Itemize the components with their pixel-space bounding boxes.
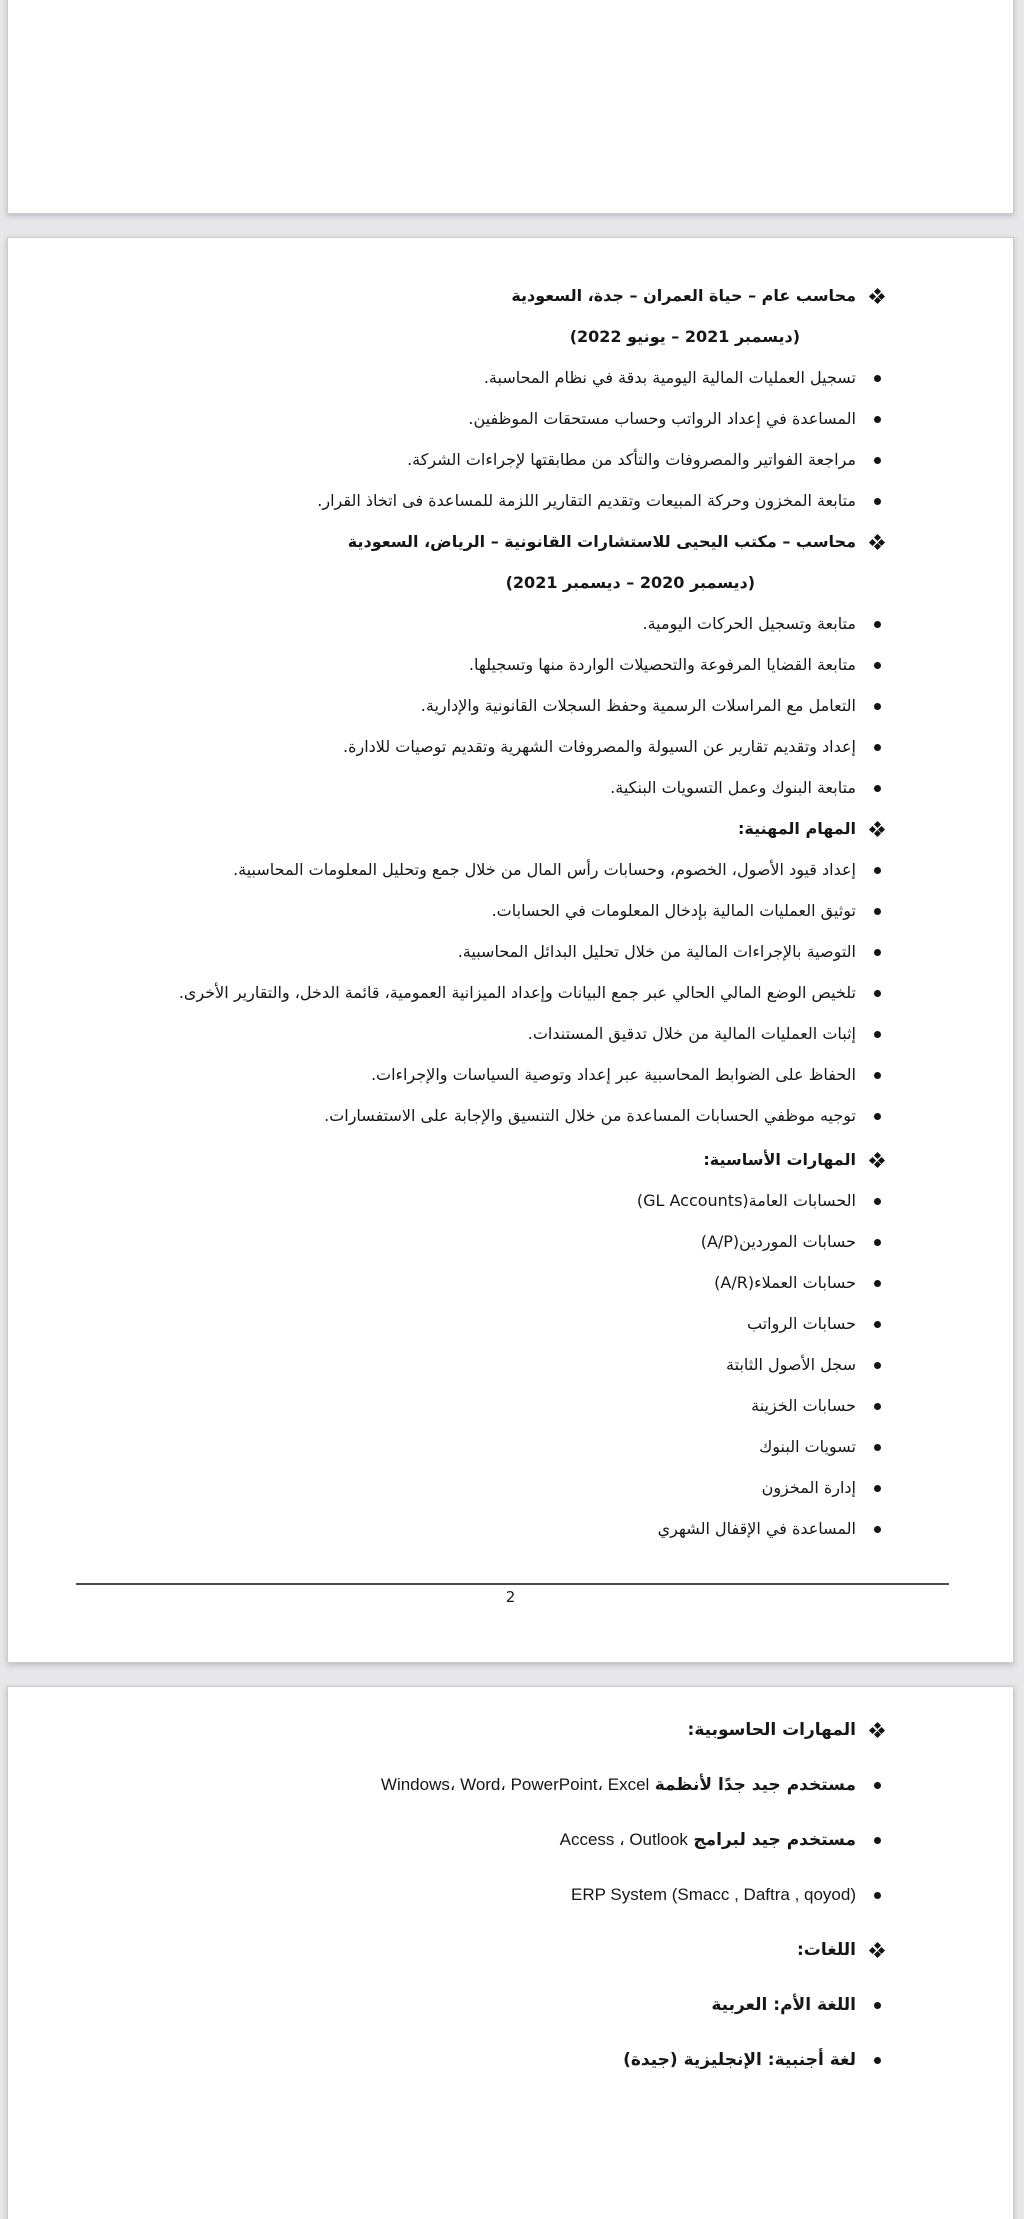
list-item: متابعة البنوك وعمل التسويات البنكية. <box>88 775 886 801</box>
job-title-text: محاسب – مكتب اليحيى للاستشارات القانونية – الرياض، السعودية <box>347 532 856 551</box>
job-title-text: محاسب عام – حياة العمران – جدة، السعودية <box>511 286 856 305</box>
bullet-icon <box>856 2047 886 2073</box>
diamond-bullet-icon <box>856 529 886 555</box>
page-2 <box>7 237 1014 1663</box>
computer-skill-item <box>88 1772 886 1798</box>
bullet-icon <box>856 1188 886 1214</box>
skill-lead-text: مستخدم جيد جدًا لأنظمة <box>654 1775 856 1795</box>
bullet-icon <box>856 898 886 924</box>
list-item: التعامل مع المراسلات الرسمية وحفظ السجلات القانونية والإدارية. <box>88 693 886 719</box>
job-date-range: (ديسمبر 2020 – ديسمبر 2021) <box>505 573 755 592</box>
skill-item: حسابات الموردين(A/P) <box>88 1229 886 1255</box>
footer-divider <box>76 1583 949 1585</box>
skill-item: حسابات الخزينة <box>88 1393 886 1419</box>
list-item: المساعدة في إعداد الرواتب وحساب مستحقات الموظفين. <box>88 406 886 432</box>
skill-item: المساعدة في الإقفال الشهري <box>88 1516 886 1542</box>
language-item: اللغة الأم: العربية <box>88 1992 886 2018</box>
diamond-bullet-icon <box>856 1937 886 1963</box>
bullet-icon <box>856 1103 886 1129</box>
list-item: مراجعة الفواتير والمصروفات والتأكد من مطابقتها لإجراءات الشركة. <box>88 447 886 473</box>
diamond-bullet-icon <box>856 1717 886 1743</box>
skill-item: حسابات العملاء(A/R) <box>88 1270 886 1296</box>
list-item: إعداد قيود الأصول، الخصوم، وحسابات رأس المال من خلال جمع وتحليل المعلومات المحاسبية. <box>88 857 886 883</box>
list-item: توجيه موظفي الحسابات المساعدة من خلال التنسيق والإجابة على الاستفسارات. <box>88 1103 886 1129</box>
bullet-icon <box>856 1393 886 1419</box>
bullet-icon <box>856 406 886 432</box>
list-item: توثيق العمليات المالية بإدخال المعلومات في الحسابات. <box>88 898 886 924</box>
job-title-heading <box>88 529 886 555</box>
list-item: متابعة وتسجيل الحركات اليومية. <box>88 611 886 637</box>
skill-item: تسويات البنوك <box>88 1434 886 1460</box>
bullet-icon <box>856 1270 886 1296</box>
bullet-icon <box>856 1062 886 1088</box>
bullet-icon <box>856 1992 886 2018</box>
page-2-content <box>8 238 1013 1542</box>
list-item: متابعة القضايا المرفوعة والتحصيلات الواردة منها وتسجيلها. <box>88 652 886 678</box>
diamond-bullet-icon <box>856 816 886 842</box>
page-number: 2 <box>505 1588 516 1606</box>
bullet-icon <box>856 611 886 637</box>
bullet-icon <box>856 488 886 514</box>
bullet-icon <box>856 939 886 965</box>
bullet-icon <box>856 652 886 678</box>
list-item: إثبات العمليات المالية من خلال تدقيق المستندات. <box>88 1021 886 1047</box>
skill-apps-text: Access ، Outlook <box>559 1830 688 1849</box>
section-heading-core-skills: المهارات الأساسية: <box>88 1147 886 1173</box>
bullet-icon <box>856 1516 886 1542</box>
list-item: إعداد وتقديم تقارير عن السيولة والمصروفات الشهرية وتقديم توصيات للادارة. <box>88 734 886 760</box>
list-item: تسجيل العمليات المالية اليومية بدقة في نظام المحاسبة. <box>88 365 886 391</box>
bullet-icon <box>856 365 886 391</box>
list-item: الحفاظ على الضوابط المحاسبية عبر إعداد وتوصية السياسات والإجراءات. <box>88 1062 886 1088</box>
bullet-icon <box>856 1021 886 1047</box>
skill-item: إدارة المخزون <box>88 1475 886 1501</box>
page-1 <box>7 0 1014 214</box>
skill-item: سجل الأصول الثابتة <box>88 1352 886 1378</box>
skill-item: حسابات الرواتب <box>88 1311 886 1337</box>
bullet-icon <box>856 1311 886 1337</box>
skill-apps-text: Windows، Word، PowerPoint، Excel <box>380 1775 650 1794</box>
bullet-icon <box>856 1352 886 1378</box>
list-item: متابعة المخزون وحركة المبيعات وتقديم التقارير اللزمة للمساعدة فى اتخاذ القرار. <box>88 488 886 514</box>
job-title-heading <box>88 283 886 309</box>
bullet-icon <box>856 857 886 883</box>
skill-lead-text: مستخدم جيد لبرامج <box>693 1830 856 1850</box>
bullet-icon <box>856 1772 886 1798</box>
list-item: تلخيص الوضع المالي الحالي عبر جمع البيانات وإعداد الميزانية العمومية، قائمة الدخل، والتقارير الأخرى. <box>88 980 886 1006</box>
section-heading-computer-skills: المهارات الحاسوبية: <box>88 1717 886 1743</box>
bullet-icon <box>856 1882 886 1908</box>
diamond-bullet-icon <box>856 283 886 309</box>
computer-skill-item <box>88 1882 886 1908</box>
diamond-bullet-icon <box>856 1147 886 1173</box>
bullet-icon <box>856 775 886 801</box>
bullet-icon <box>856 1475 886 1501</box>
erp-systems-text: ERP System (Smacc , Daftra , qoyod) <box>571 1885 856 1904</box>
bullet-icon <box>856 447 886 473</box>
list-item: التوصية بالإجراءات المالية من خلال تحليل البدائل المحاسبية. <box>88 939 886 965</box>
language-item: لغة أجنبية: الإنجليزية (جيدة) <box>88 2047 886 2073</box>
bullet-icon <box>856 980 886 1006</box>
computer-skill-item <box>88 1827 886 1853</box>
section-heading-professional-tasks: المهام المهنية: <box>88 816 886 842</box>
bullet-icon <box>856 1434 886 1460</box>
bullet-icon <box>856 693 886 719</box>
section-heading-languages: اللغات: <box>88 1937 886 1963</box>
job-date-range: (ديسمبر 2021 – يونيو 2022) <box>569 327 800 346</box>
page-3-content <box>8 1687 1013 2073</box>
skill-item: الحسابات العامة(GL Accounts) <box>88 1188 886 1214</box>
bullet-icon <box>856 1229 886 1255</box>
bullet-icon <box>856 1827 886 1853</box>
page-3 <box>7 1686 1014 2219</box>
bullet-icon <box>856 734 886 760</box>
